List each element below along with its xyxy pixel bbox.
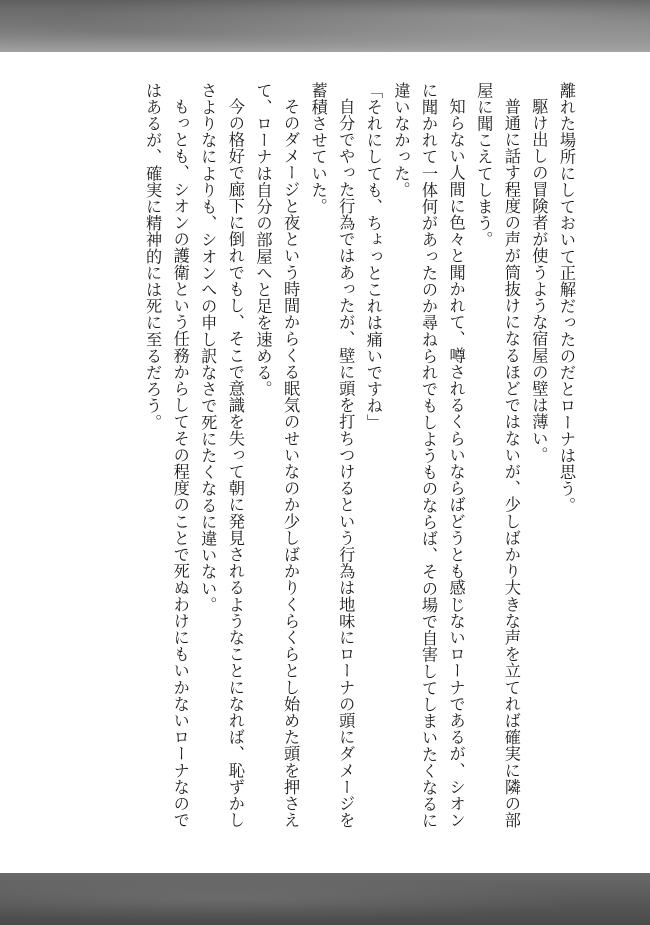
text-line: 今の格好で廊下に倒れでもし、そこで意識を失って朝に発見されるようなことになれば、恥ずかし — [225, 98, 245, 829]
text-line: 自分でやった行為ではあったが、壁に頭を打ちつけるという行為は地味にローナの頭にダメージを — [336, 98, 356, 829]
text-line: もっとも、シオンの護衛という任務からしてその程度のことで死ぬわけにもいかないローナなので — [170, 98, 190, 829]
text-line: に聞かれて一体何があったのか尋ねられでもしようものならば、その場で自害してしまいたくなるに — [419, 82, 439, 829]
text-line: 「それにしても、ちょっとこれは痛いですね」 — [363, 82, 383, 431]
top-dark-band — [0, 0, 650, 52]
text-line: 駆け出しの冒険者が使うような宿屋の壁は薄い。 — [529, 98, 549, 464]
text-line: て、ローナは自分の部屋へと足を速める。 — [253, 82, 273, 398]
bottom-dark-band — [0, 873, 650, 925]
text-line: 蓄積させていた。 — [308, 82, 328, 215]
text-line: 離れた場所にしておいて正解だったのだとローナは思う。 — [557, 82, 576, 514]
text-line: さよりなによりも、シオンへの申し訳なさで死にたくなるに違いない。 — [198, 82, 218, 614]
text-line: 違いなかった。 — [391, 82, 411, 199]
text-line: はあるが、確実に精神的には死に至るだろう。 — [143, 82, 163, 431]
text-line: 屋に聞こえてしまう。 — [474, 82, 494, 248]
novel-page-text — [139, 82, 581, 829]
text-line: そのダメージと夜という時間からくる眠気のせいなのか少しばかりくらくらとし始めた頭を押さえ — [281, 98, 301, 829]
text-line: 知らない人間に色々と聞かれて、噂されるくらいならばどうとも感じないローナであるが、シオン — [446, 98, 466, 829]
text-line: 普通に話す程度の声が筒抜けになるほどではないが、少しばかり大きな声を立てれば確実に隣の部 — [501, 98, 521, 829]
